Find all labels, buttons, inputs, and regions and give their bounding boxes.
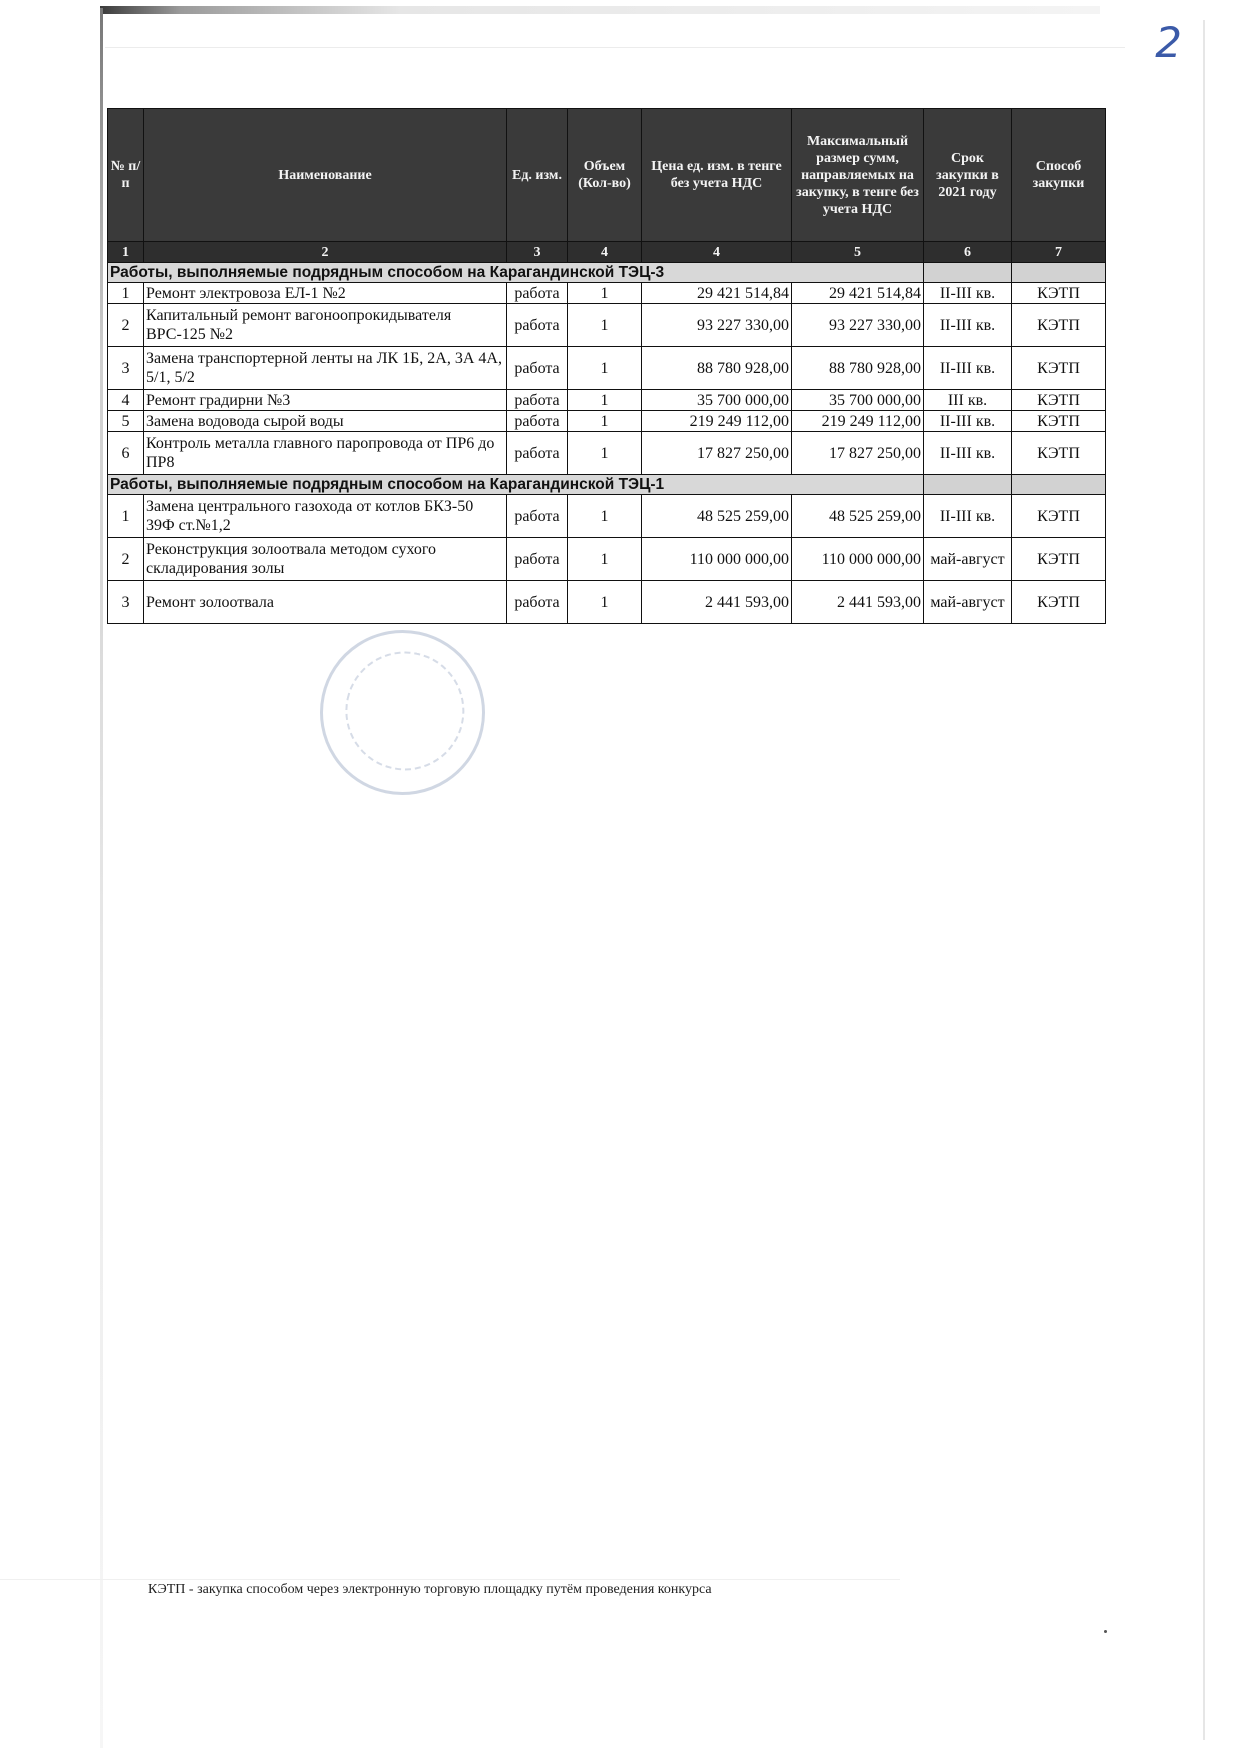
- table-row: [108, 411, 1106, 432]
- cell-price: 93 227 330,00: [642, 304, 792, 347]
- column-number: 1: [108, 242, 144, 263]
- cell-max: 17 827 250,00: [792, 432, 924, 475]
- cell-price: 2 441 593,00: [642, 581, 792, 624]
- cell-qty: 1: [568, 581, 642, 624]
- cell-qty: 1: [568, 283, 642, 304]
- table-row: [108, 538, 1106, 581]
- table-row: [108, 347, 1106, 390]
- cell-term: II-III кв.: [924, 347, 1012, 390]
- cell-qty: 1: [568, 347, 642, 390]
- column-number: 3: [507, 242, 568, 263]
- header-unit: Ед. изм.: [507, 109, 568, 242]
- cell-method: КЭТП: [1012, 390, 1106, 411]
- cell-price: 29 421 514,84: [642, 283, 792, 304]
- cell-no: 2: [108, 538, 144, 581]
- column-number: 5: [792, 242, 924, 263]
- cell-unit: работа: [507, 390, 568, 411]
- table-row: [108, 495, 1106, 538]
- section-title: Работы, выполняемые подрядным способом на Карагандинской ТЭЦ-3: [108, 263, 924, 283]
- cell-name: Замена центрального газохода от котлов БКЗ-50 39Ф ст.№1,2: [144, 495, 507, 538]
- cell-max: 2 441 593,00: [792, 581, 924, 624]
- cell-no: 3: [108, 347, 144, 390]
- cell-no: 1: [108, 495, 144, 538]
- cell-price: 35 700 000,00: [642, 390, 792, 411]
- header-method: Способ закупки: [1012, 109, 1106, 242]
- cell-qty: 1: [568, 390, 642, 411]
- cell-unit: работа: [507, 411, 568, 432]
- header-name: Наименование: [144, 109, 507, 242]
- section-header-row: [108, 475, 1106, 495]
- cell-name: Ремонт градирни №3: [144, 390, 507, 411]
- cell-method: КЭТП: [1012, 283, 1106, 304]
- cell-no: 4: [108, 390, 144, 411]
- cell-term: III кв.: [924, 390, 1012, 411]
- cell-price: 48 525 259,00: [642, 495, 792, 538]
- cell-method: КЭТП: [1012, 495, 1106, 538]
- cell-max: 35 700 000,00: [792, 390, 924, 411]
- table-row: [108, 283, 1106, 304]
- scan-speck: [1104, 1630, 1107, 1633]
- scan-artifact-line: [105, 47, 1125, 48]
- cell-name: Контроль металла главного паропровода от ПР6 до ПР8: [144, 432, 507, 475]
- table-row: [108, 390, 1106, 411]
- scan-artifact-line: [0, 1579, 900, 1580]
- cell-term: май-август: [924, 538, 1012, 581]
- cell-unit: работа: [507, 283, 568, 304]
- cell-max: 93 227 330,00: [792, 304, 924, 347]
- faded-stamp: [305, 615, 501, 811]
- cell-qty: 1: [568, 538, 642, 581]
- cell-no: 6: [108, 432, 144, 475]
- cell-unit: работа: [507, 347, 568, 390]
- table-row: [108, 581, 1106, 624]
- cell-price: 110 000 000,00: [642, 538, 792, 581]
- cell-method: КЭТП: [1012, 581, 1106, 624]
- column-number: 4: [568, 242, 642, 263]
- cell-qty: 1: [568, 432, 642, 475]
- cell-no: 3: [108, 581, 144, 624]
- cell-term: II-III кв.: [924, 304, 1012, 347]
- header-qty: Объем (Кол-во): [568, 109, 642, 242]
- cell-no: 5: [108, 411, 144, 432]
- cell-name: Ремонт золоотвала: [144, 581, 507, 624]
- cell-price: 17 827 250,00: [642, 432, 792, 475]
- scan-edge-top: [100, 6, 1100, 14]
- header-no: № п/п: [108, 109, 144, 242]
- header-term: Срок закупки в 2021 году: [924, 109, 1012, 242]
- cell-name: Капитальный ремонт вагоноопрокидывателя ВРС-125 №2: [144, 304, 507, 347]
- cell-term: II-III кв.: [924, 432, 1012, 475]
- cell-name: Реконструкция золоотвала методом сухого складирования золы: [144, 538, 507, 581]
- stamp-inner-ring: [334, 640, 475, 781]
- cell-qty: 1: [568, 495, 642, 538]
- cell-max: 110 000 000,00: [792, 538, 924, 581]
- cell-qty: 1: [568, 304, 642, 347]
- cell-qty: 1: [568, 411, 642, 432]
- cell-name: Замена водовода сырой воды: [144, 411, 507, 432]
- cell-no: 1: [108, 283, 144, 304]
- table-column-numbers-row: [108, 242, 1106, 263]
- scan-edge-left: [100, 8, 103, 1748]
- cell-term: II-III кв.: [924, 411, 1012, 432]
- cell-price: 88 780 928,00: [642, 347, 792, 390]
- header-max: Максимальный размер сумм, направляемых на закупку, в тенге без учета НДС: [792, 109, 924, 242]
- cell-method: КЭТП: [1012, 411, 1106, 432]
- cell-method: КЭТП: [1012, 347, 1106, 390]
- cell-max: 88 780 928,00: [792, 347, 924, 390]
- cell-price: 219 249 112,00: [642, 411, 792, 432]
- cell-method: КЭТП: [1012, 304, 1106, 347]
- footnote: КЭТП - закупка способом через электронную торговую площадку путём проведения конкурса: [148, 1582, 712, 1597]
- column-number: 7: [1012, 242, 1106, 263]
- procurement-table: [107, 108, 1106, 624]
- cell-max: 219 249 112,00: [792, 411, 924, 432]
- cell-unit: работа: [507, 538, 568, 581]
- cell-unit: работа: [507, 304, 568, 347]
- section-title: Работы, выполняемые подрядным способом на Карагандинской ТЭЦ-1: [108, 475, 924, 495]
- handwritten-page-number: 2: [1155, 18, 1182, 67]
- cell-unit: работа: [507, 495, 568, 538]
- cell-method: КЭТП: [1012, 432, 1106, 475]
- cell-term: II-III кв.: [924, 495, 1012, 538]
- cell-unit: работа: [507, 581, 568, 624]
- scan-edge-right: [1203, 20, 1205, 1740]
- section-header-row: [108, 263, 1106, 283]
- table-header-row: [108, 109, 1106, 242]
- table-row: [108, 304, 1106, 347]
- cell-max: 48 525 259,00: [792, 495, 924, 538]
- header-price: Цена ед. изм. в тенге без учета НДС: [642, 109, 792, 242]
- cell-no: 2: [108, 304, 144, 347]
- column-number: 4: [642, 242, 792, 263]
- cell-max: 29 421 514,84: [792, 283, 924, 304]
- column-number: 2: [144, 242, 507, 263]
- cell-name: Ремонт электровоза ЕЛ-1 №2: [144, 283, 507, 304]
- cell-term: май-август: [924, 581, 1012, 624]
- column-number: 6: [924, 242, 1012, 263]
- cell-unit: работа: [507, 432, 568, 475]
- cell-term: II-III кв.: [924, 283, 1012, 304]
- table-row: [108, 432, 1106, 475]
- cell-name: Замена транспортерной ленты на ЛК 1Б, 2А, 3А 4А, 5/1, 5/2: [144, 347, 507, 390]
- cell-method: КЭТП: [1012, 538, 1106, 581]
